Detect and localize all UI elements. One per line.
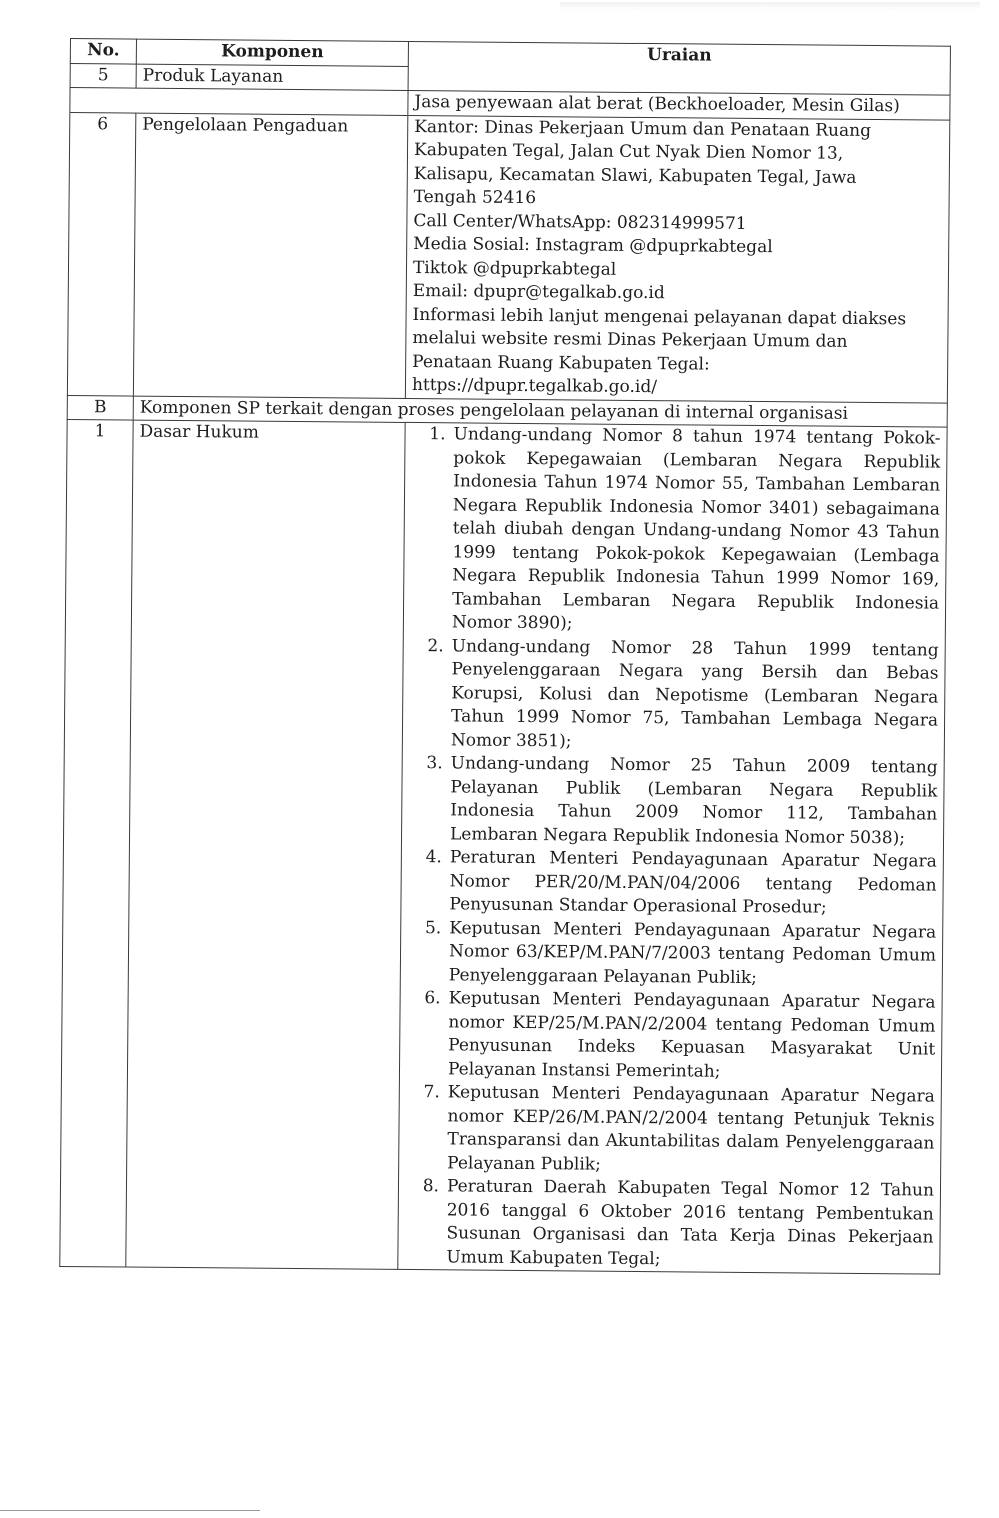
uraian-line: Jasa penyewaan alat berat (Beckhoeloader, Mesin Gilas) — [414, 92, 900, 117]
list-number: 6. — [424, 988, 441, 1009]
uraian-line: Kalisapu, Kecamatan Slawi, Kabupaten Tegal, Jawa — [413, 163, 857, 188]
list-number: 8. — [422, 1176, 440, 1197]
scan-bottom-line — [0, 1510, 260, 1511]
table-row — [67, 112, 949, 403]
uraian-line: Kantor: Dinas Pekerjaan Umum dan Penataan Ruang — [414, 116, 872, 141]
standar-pelayanan-table — [59, 38, 951, 1275]
list-item — [407, 916, 937, 991]
list-number: 7. — [423, 1082, 440, 1103]
list-item — [408, 752, 938, 851]
list-item — [404, 1175, 934, 1274]
list-number: 2. — [427, 635, 444, 656]
uraian-line: Penataan Ruang Kabupaten Tegal: — [412, 351, 710, 375]
list-number: 4. — [425, 847, 442, 868]
uraian-line: Tengah 52416 — [413, 187, 537, 209]
list-number: 1. — [429, 424, 446, 445]
dasar-hukum-komponen: Dasar Hukum — [126, 420, 405, 1269]
list-text: Undang-undang Nomor 28 Tahun 1999 tentang Penyelenggaraan Negara yang Bersih dan Bebas Korupsi, Kolusi dan Nepotisme (Lembaran Negara Tahun 1999 Nomor 75, Tambahan Lembaga Negara Nomor 3851); — [450, 635, 939, 751]
uraian-line: Informasi lebih lanjut mengenai pelayanan dapat diakses — [412, 304, 907, 329]
list-number: 5. — [424, 917, 442, 938]
header-komponen: Komponen — [136, 39, 408, 66]
dasar-hukum-row — [60, 419, 947, 1274]
list-item — [406, 987, 936, 1086]
uraian-line: Call Center/WhatsApp: 082314999571 — [413, 210, 747, 234]
header-no: No. — [70, 39, 136, 64]
uraian-line: Media Sosial: Instagram @dpuprkabtegal — [413, 234, 773, 258]
list-item — [409, 634, 939, 756]
list-number: 3. — [426, 753, 443, 774]
section-b-title: Komponen SP terkait dengan proses pengelolaan pelayanan di internal organisasi — [133, 396, 947, 428]
list-text: Peraturan Daerah Kabupaten Tegal Nomor 12 Tahun 2016 tanggal 6 Oktober 2016 tentang Pembentukan Susunan Organisasi dan Tata Kerja Dinas Pekerjaan Umum Kabupaten Tegal; — [446, 1176, 935, 1269]
list-text: Keputusan Menteri Pendayagunaan Aparatur Negara nomor KEP/26/M.PAN/2/2004 tentang Petunjuk Teknis Transparansi dan Akuntabilitas dalam Penyelenggaraan Pelayanan Publik; — [447, 1082, 935, 1175]
dasar-hukum-uraian — [398, 422, 947, 1274]
row-5-no: 5 — [70, 63, 136, 88]
uraian-line: Kabupaten Tegal, Jalan Cut Nyak Dien Nomor 13, — [413, 140, 844, 164]
list-item — [407, 846, 937, 921]
row-6-komponen: Pengelolaan Pengaduan — [133, 113, 407, 398]
list-text: Undang-undang Nomor 25 Tahun 2009 tentang Pelayanan Publik (Lembaran Negara Republik Indonesia Tahun 2009 Nomor 112, Tambahan Lembaran Negara Republik Indonesia Nomor 5038); — [449, 753, 938, 848]
row-6-no: 6 — [67, 112, 135, 396]
row-5-komponen: Produk Layanan — [136, 64, 408, 91]
list-item — [410, 423, 941, 639]
uraian-line: https://dpupr.tegalkab.go.id/ — [411, 374, 658, 398]
uraian-line: melalui website resmi Dinas Pekerjaan Umum dan — [412, 327, 848, 352]
list-item — [405, 1081, 935, 1180]
scan-edge — [560, 2, 980, 10]
header-uraian: Uraian — [408, 41, 950, 95]
list-text: Undang-undang Nomor 8 tahun 1974 tentang Pokok-pokok Kepegawaian (Lembaran Negara Republik Indonesia Tahun 1974 Nomor 55, Tambahan Lembaran Negara Republik Indonesia Nomor 3401) sebagaimana telah diubah dengan Undang-undang Nomor 43 Tahun 1999 tentang Pokok-pokok Kepegawaian (Lembaga Negara Republik Indonesia Tahun 1999 Nomor 169, Tambahan Lembaran Negara Republik Indonesia Nomor 3890); — [451, 424, 941, 634]
list-text: Keputusan Menteri Pendayagunaan Aparatur Negara nomor KEP/25/M.PAN/2/2004 tentang Pedoman Umum Penyusunan Indeks Kepuasan Masyarakat Unit Pelayanan Instansi Pemerintah; — [447, 988, 936, 1082]
dasar-hukum-list — [404, 423, 940, 1274]
list-text: Peraturan Menteri Pendayagunaan Aparatur Negara Nomor PER/20/M.PAN/04/2006 tentang Pedoman Penyusunan Standar Operasional Prosedur; — [449, 847, 937, 918]
list-text: Keputusan Menteri Pendayagunaan Aparatur Negara Nomor 63/KEP/M.PAN/7/2003 tentang Pedoman Umum Penyelenggaraan Pelayanan Publik; — [448, 917, 937, 988]
uraian-line: Email: dpupr@tegalkab.go.id — [412, 281, 665, 304]
row-6-uraian — [405, 115, 949, 403]
section-b-no: B — [67, 395, 133, 420]
uraian-line: Tiktok @dpuprkabtegal — [412, 257, 617, 280]
dasar-hukum-no: 1 — [60, 419, 133, 1267]
